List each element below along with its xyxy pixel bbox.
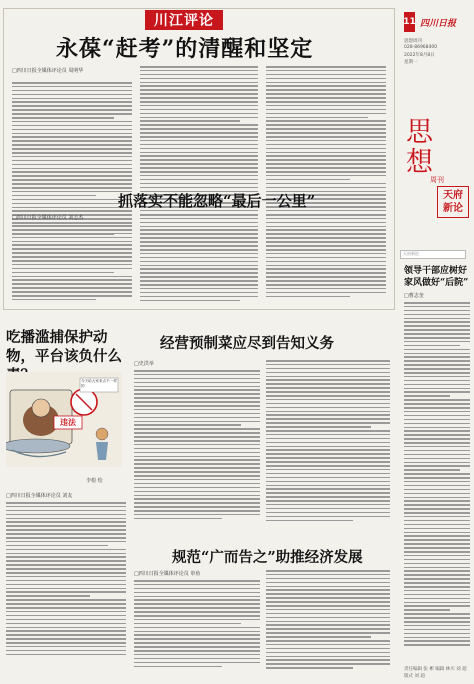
- middle-article-1-col-1: [134, 370, 260, 519]
- page-number-badge: 11: [404, 12, 415, 32]
- column-stamp: 天府新论: [437, 186, 469, 218]
- main-author: □四川日报全媒体评论员 周明华: [12, 68, 84, 74]
- paper-name-logo: 四川日报: [420, 19, 457, 29]
- second-author: □四川日报全媒体评论员 刘志杰: [12, 215, 84, 221]
- sidebar-info-date: 2022年8月8日: [404, 53, 435, 58]
- column-tag: 川江评论: [145, 10, 223, 30]
- second-article-col-3: [266, 214, 386, 297]
- section-subtitle: 周刊: [430, 176, 444, 184]
- sidebar-info-section: 思想周刊: [404, 39, 422, 44]
- illustration-stamp-label: 违法: [60, 417, 76, 427]
- middle-article-1-col-2: [266, 360, 390, 521]
- left-headline: 吃播滥捕保护动物，平台该负什么: [6, 329, 122, 365]
- illustration-speech-bubble: 今天给大家来点不一样的: [81, 379, 117, 388]
- second-headline: 抓落实不能忽略“最后一公里”: [118, 192, 316, 210]
- second-article-col-2: [140, 214, 258, 301]
- cartoon-illustration: [6, 372, 122, 467]
- left-article-body: [6, 502, 126, 655]
- sidebar-info-phone: 028-86968400: [404, 45, 438, 50]
- middle-headline-2: 规范“广而告之”助推经济发展: [172, 549, 363, 566]
- section-title: 思想: [406, 117, 434, 178]
- illustration-credit: 李根 绘: [86, 478, 103, 484]
- middle-author-1: □史洪举: [134, 361, 154, 367]
- middle-article-2-col-1: [134, 580, 260, 667]
- sidebar-article-body: [404, 302, 470, 646]
- main-headline: 永葆“赶考”的清醒和坚定: [56, 36, 314, 62]
- sidebar-info-weekday: 星期一: [404, 60, 418, 65]
- sidebar-footer-layout: 版式 刘 超: [404, 674, 425, 679]
- sidebar-footer-editor: 责任编辑 张 彬 编辑 林川 刘 超: [404, 667, 467, 672]
- second-article-col-1: [12, 225, 132, 300]
- sidebar-column-label: 天府新论: [400, 250, 466, 259]
- main-article-col-1: [12, 82, 132, 235]
- left-author: □四川日报全媒体评论员 刘友: [6, 493, 73, 499]
- middle-article-2-col-2: [266, 570, 390, 669]
- sidebar-article-author: □曹志奎: [404, 293, 424, 299]
- middle-headline-1: 经营预制菜应尽到告知义务: [160, 335, 334, 352]
- sidebar-article-headline: 领导干部应树好家风做好“后院”: [404, 266, 469, 288]
- middle-author-2: □四川日报全媒体评论员 单鱼: [134, 571, 201, 577]
